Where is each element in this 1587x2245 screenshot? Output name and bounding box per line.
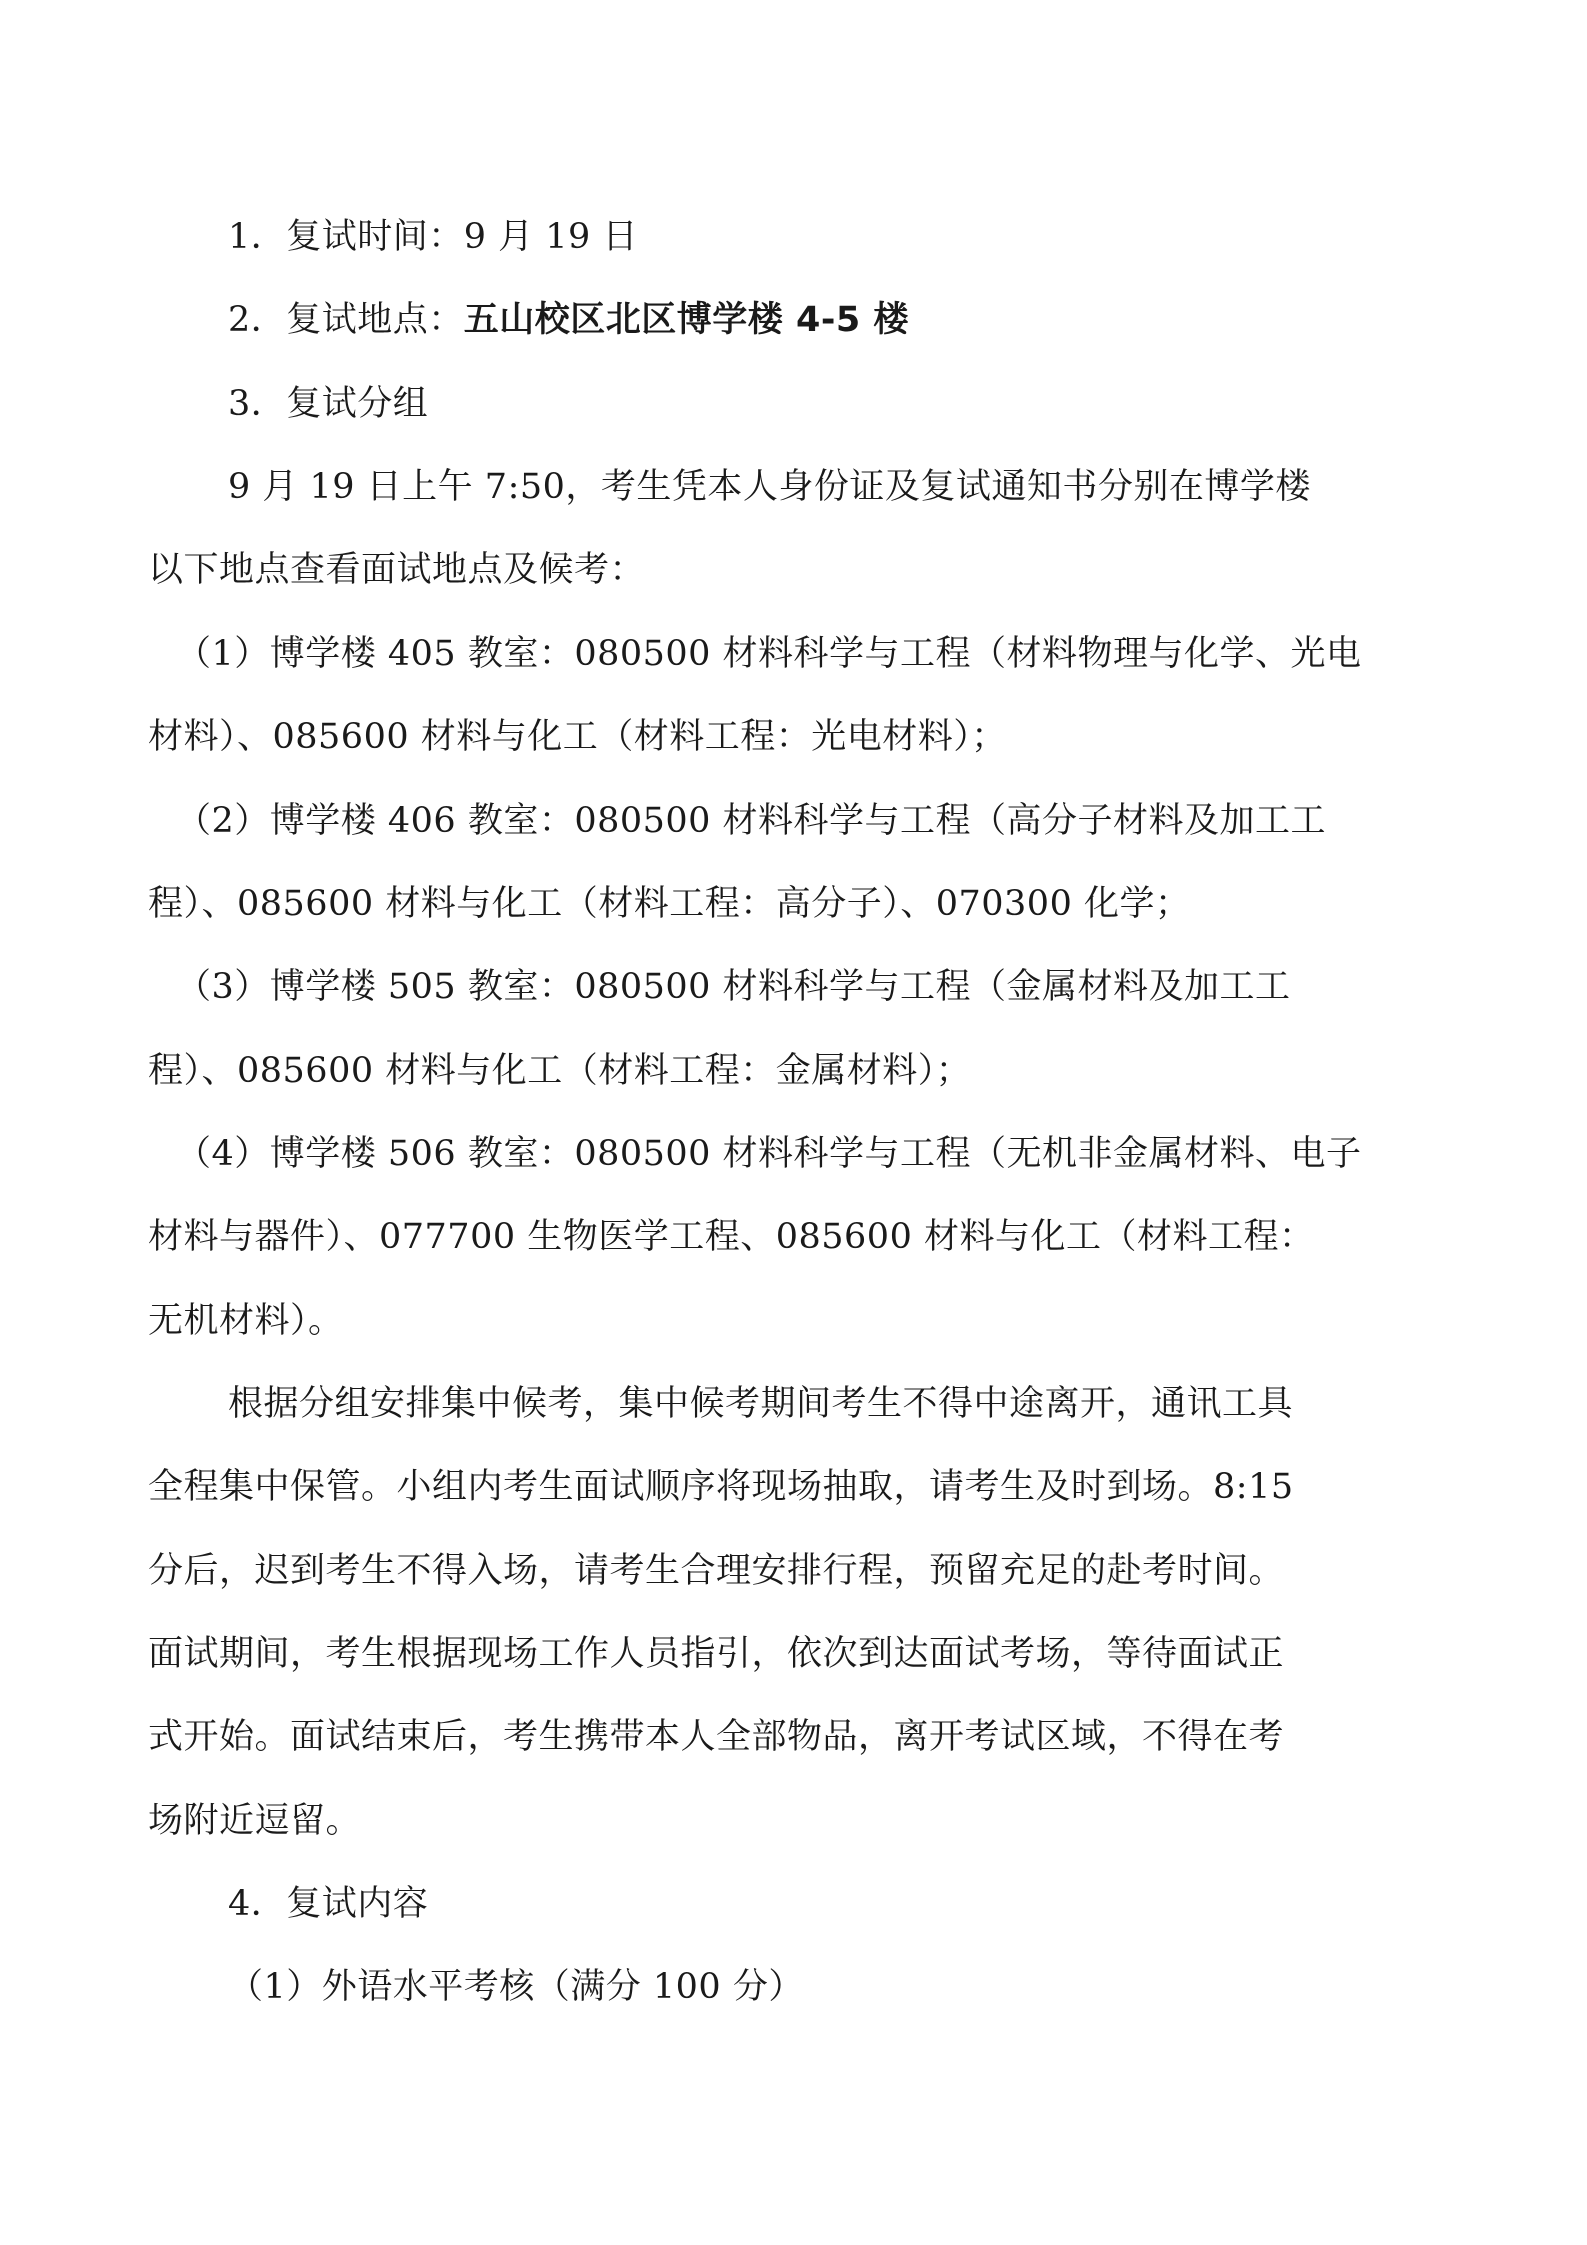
paragraph-rules-line-2: 全程集中保管。小组内考生面试顺序将现场抽取，请考生及时到场。8:15 bbox=[148, 1467, 1294, 1507]
paragraph-rules-line-6: 场附近逗留。 bbox=[148, 1801, 362, 1841]
room-406-line-2: 程）、085600 材料与化工（材料工程：高分子）、070300 化学； bbox=[148, 884, 1191, 924]
item-exam-time: 1．复试时间：9 月 19 日 bbox=[228, 217, 638, 257]
room-406-line-1: （2）博学楼 406 教室：080500 材料科学与工程（高分子材料及加工工 bbox=[176, 801, 1327, 841]
paragraph-checkin-line-1: 9 月 19 日上午 7:50，考生凭本人身份证及复试通知书分别在博学楼 bbox=[228, 467, 1311, 507]
paragraph-rules-line-5: 式开始。面试结束后，考生携带本人全部物品，离开考试区域，不得在考 bbox=[148, 1717, 1285, 1757]
room-405-line-2: 材料）、085600 材料与化工（材料工程：光电材料）； bbox=[148, 717, 1007, 757]
room-506-line-3: 无机材料）。 bbox=[148, 1301, 344, 1341]
room-405-line-1: （1）博学楼 405 教室：080500 材料科学与工程（材料物理与化学、光电 bbox=[176, 634, 1362, 674]
exam-location-value: 五山校区北区博学楼 4-5 楼 bbox=[463, 300, 909, 340]
room-506-line-2: 材料与器件）、077700 生物医学工程、085600 材料与化工（材料工程： bbox=[148, 1217, 1315, 1257]
room-505-line-2: 程）、085600 材料与化工（材料工程：金属材料）； bbox=[148, 1051, 972, 1091]
item-exam-grouping: 3．复试分组 bbox=[228, 384, 429, 424]
paragraph-rules-line-4: 面试期间，考生根据现场工作人员指引，依次到达面试考场，等待面试正 bbox=[148, 1634, 1285, 1674]
paragraph-rules-line-1: 根据分组安排集中候考，集中候考期间考生不得中途离开，通讯工具 bbox=[228, 1384, 1294, 1424]
item-exam-location bbox=[228, 296, 909, 344]
paragraph-rules-line-3: 分后，迟到考生不得入场，请考生合理安排行程，预留充足的赴考时间。 bbox=[148, 1551, 1285, 1591]
item-exam-location-label: 2．复试地点： bbox=[228, 300, 464, 340]
paragraph-checkin-line-2: 以下地点查看面试地点及候考： bbox=[148, 550, 646, 590]
item-exam-content: 4．复试内容 bbox=[228, 1884, 429, 1924]
room-506-line-1: （4）博学楼 506 教室：080500 材料科学与工程（无机非金属材料、电子 bbox=[176, 1134, 1362, 1174]
room-505-line-1: （3）博学楼 505 教室：080500 材料科学与工程（金属材料及加工工 bbox=[176, 967, 1291, 1007]
item-foreign-language: （1）外语水平考核（满分 100 分） bbox=[228, 1967, 804, 2007]
